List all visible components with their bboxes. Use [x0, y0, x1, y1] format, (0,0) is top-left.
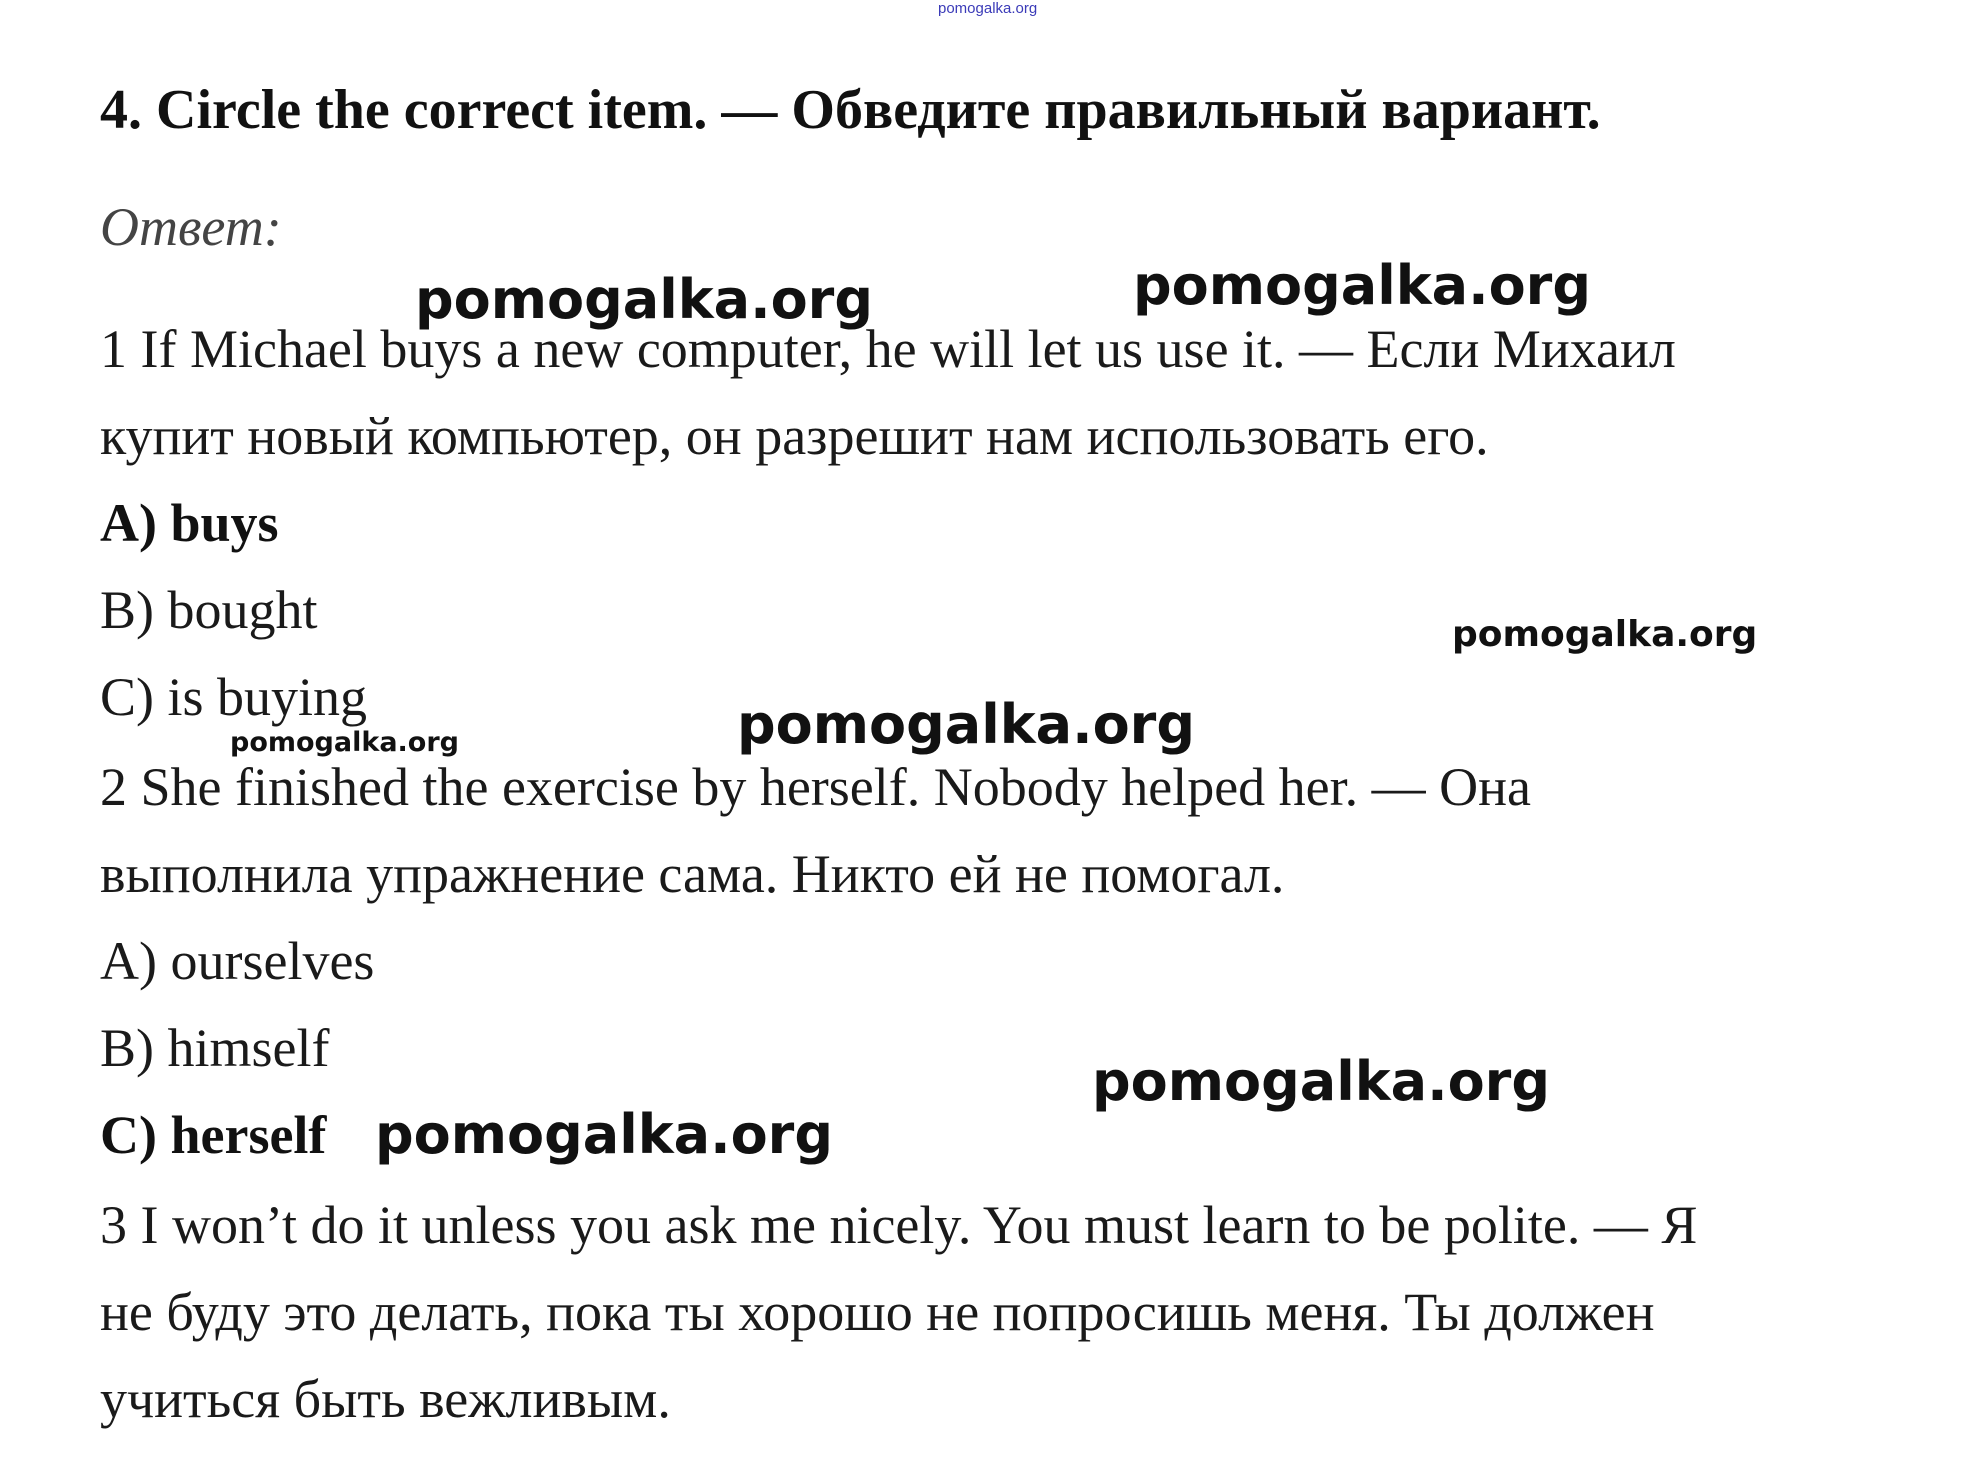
watermark: pomogalka.org — [230, 727, 459, 758]
watermark: pomogalka.org — [375, 1103, 833, 1166]
question-2-line-1: 2 She finished the exercise by herself. Nobody helped her. — Она — [100, 757, 1531, 817]
watermark: pomogalka.org — [1133, 254, 1591, 317]
question-2-option-b: B) himself — [100, 1018, 330, 1078]
question-1-line-1: 1 If Michael buys a new computer, he will let us use it. — Если Михаил — [100, 319, 1676, 379]
answer-label: Ответ: — [100, 197, 282, 257]
question-3-line-3: учиться быть вежливым. — [100, 1369, 671, 1429]
watermark: pomogalka.org — [1092, 1050, 1550, 1113]
watermark: pomogalka.org — [1452, 614, 1758, 655]
watermark: pomogalka.org — [415, 268, 873, 331]
question-1-option-c: C) is buying — [100, 667, 368, 727]
question-2-option-c-correct: C) herself — [100, 1105, 327, 1165]
question-3-line-2: не буду это делать, пока ты хорошо не попросишь меня. Ты должен — [100, 1282, 1655, 1342]
watermark: pomogalka.org — [737, 693, 1195, 756]
question-2-line-2: выполнила упражнение сама. Никто ей не помогал. — [100, 844, 1285, 904]
question-1-option-b: B) bought — [100, 580, 318, 640]
exercise-title: 4. Circle the correct item. — Обведите правильный вариант. — [100, 79, 1601, 141]
top-watermark: pomogalka.org — [938, 0, 1038, 17]
question-2-option-a: A) ourselves — [100, 931, 375, 991]
question-3-line-1: 3 I won’t do it unless you ask me nicely. You must learn to be polite. — Я — [100, 1195, 1698, 1255]
question-1-line-2: купит новый компьютер, он разрешит нам использовать его. — [100, 406, 1489, 466]
question-1-option-a-correct: A) buys — [100, 493, 279, 553]
